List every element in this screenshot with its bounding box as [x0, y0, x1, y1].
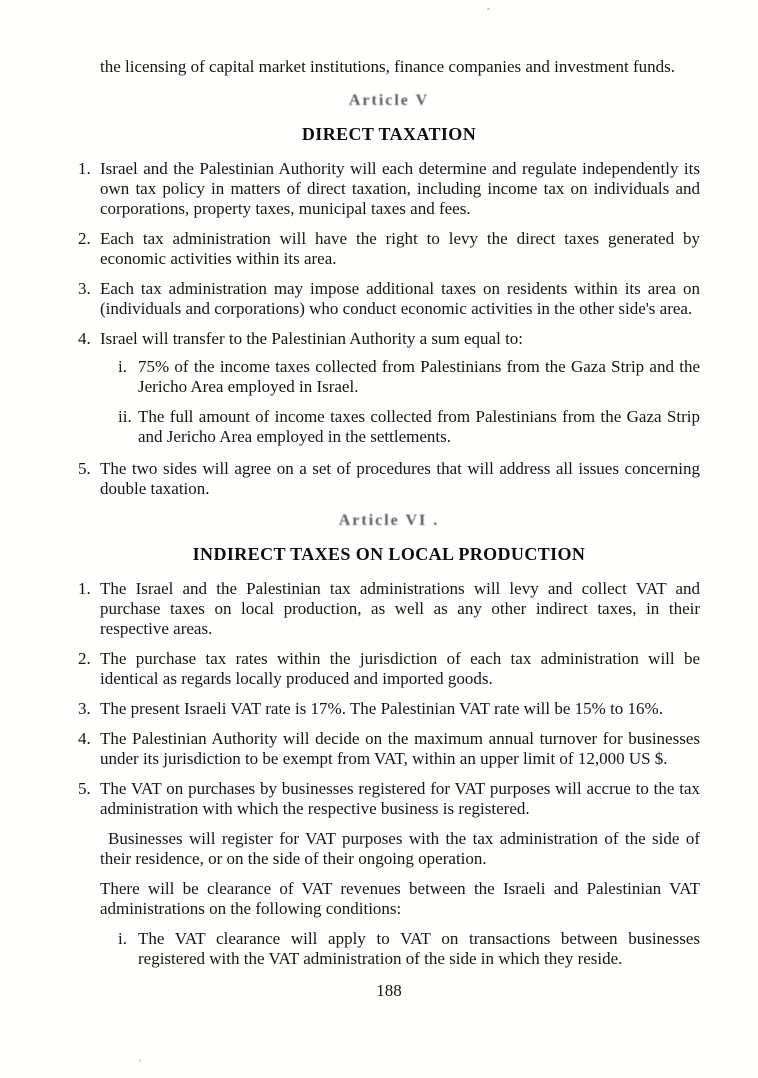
- list-item: [78, 579, 700, 639]
- sub-item-marker: i.: [118, 357, 127, 376]
- sub-list-item: [118, 407, 700, 447]
- list-item-text: The purchase tax rates within the jurisdiction of each tax administration will be identical as regards locally produced and imported goods.: [100, 649, 700, 688]
- list-item: [78, 159, 700, 219]
- list-item: [78, 699, 700, 719]
- list-item-marker: 2.: [78, 649, 91, 668]
- intro-continuation-line: the licensing of capital market institutions, finance companies and investment funds.: [100, 57, 676, 76]
- list-item-text: Israel and the Palestinian Authority will each determine and regulate independently its own tax policy in matters of direct taxation, including income tax on individuals and corporations, property taxes, municipal taxes and fees.: [100, 159, 700, 218]
- list-item-text: The present Israeli VAT rate is 17%. The Palestinian VAT rate will be 15% to 16%.: [100, 699, 663, 718]
- sub-item-text: The full amount of income taxes collected from Palestinians from the Gaza Strip and Jericho Area employed in the settlements.: [138, 407, 700, 446]
- list-item-text: Each tax administration may impose additional taxes on residents within its area on (individuals and corporations) who conduct economic activities in the other side's area.: [100, 279, 700, 318]
- list-item-marker: 3.: [78, 279, 91, 298]
- list-item: [78, 229, 700, 269]
- businesses-register-paragraph: Businesses will register for VAT purposes with the tax administration of the side of their residence, or on the side of their ongoing operation.: [100, 829, 700, 868]
- page-number: 188: [376, 981, 402, 1000]
- list-item-marker: 4.: [78, 329, 91, 348]
- list-item: [78, 649, 700, 689]
- sub-item-text: 75% of the income taxes collected from Palestinians from the Gaza Strip and the Jericho Area employed in Israel.: [138, 357, 700, 396]
- sub-item-marker: i.: [118, 929, 127, 948]
- direct-taxation-heading: DIRECT TAXATION: [301, 124, 477, 144]
- list-item-text: The Israel and the Palestinian tax administrations will levy and collect VAT and purchase taxes on local production, as well as any other indirect taxes, in their respective areas.: [100, 579, 700, 638]
- sub-item-text: The VAT clearance will apply to VAT on transactions between businesses registered with the VAT administration of the side in which they reside.: [138, 929, 700, 968]
- list-item: [78, 279, 700, 319]
- sub-list-item: [118, 357, 700, 397]
- article-vi-label: Article VI .: [338, 512, 440, 529]
- indirect-taxes-heading: INDIRECT TAXES ON LOCAL PRODUCTION: [192, 544, 586, 564]
- list-item: [78, 329, 700, 349]
- list-item: [78, 459, 700, 499]
- list-item-marker: 1.: [78, 579, 91, 598]
- list-item-marker: 2.: [78, 229, 91, 248]
- list-item-text: The Palestinian Authority will decide on the maximum annual turnover for businesses under its jurisdiction to be exempt from VAT, within an upper limit of 12,000 US $.: [100, 729, 700, 768]
- scan-speck: [487, 8, 490, 10]
- list-item-text: Each tax administration will have the right to levy the direct taxes generated by economic activities within its area.: [100, 229, 700, 268]
- list-item-marker: 5.: [78, 779, 91, 798]
- list-item: [78, 779, 700, 819]
- list-item-marker: 4.: [78, 729, 91, 748]
- list-item-marker: 5.: [78, 459, 91, 478]
- article-v-label: Article V: [348, 92, 430, 109]
- list-item: [78, 729, 700, 769]
- sub-item-marker: ii.: [118, 407, 132, 426]
- list-item-marker: 3.: [78, 699, 91, 718]
- list-item-text: The two sides will agree on a set of procedures that will address all issues concerning double taxation.: [100, 459, 700, 498]
- scan-speck: [139, 1059, 141, 1062]
- vat-clearance-paragraph: There will be clearance of VAT revenues between the Israeli and Palestinian VAT administrations on the following conditions:: [100, 879, 700, 918]
- list-item-text: The VAT on purchases by businesses registered for VAT purposes will accrue to the tax administration with which the respective business is registered.: [100, 779, 700, 818]
- sub-list-item: [118, 929, 700, 969]
- list-item-text: Israel will transfer to the Palestinian Authority a sum equal to:: [100, 329, 524, 348]
- list-item-marker: 1.: [78, 159, 91, 178]
